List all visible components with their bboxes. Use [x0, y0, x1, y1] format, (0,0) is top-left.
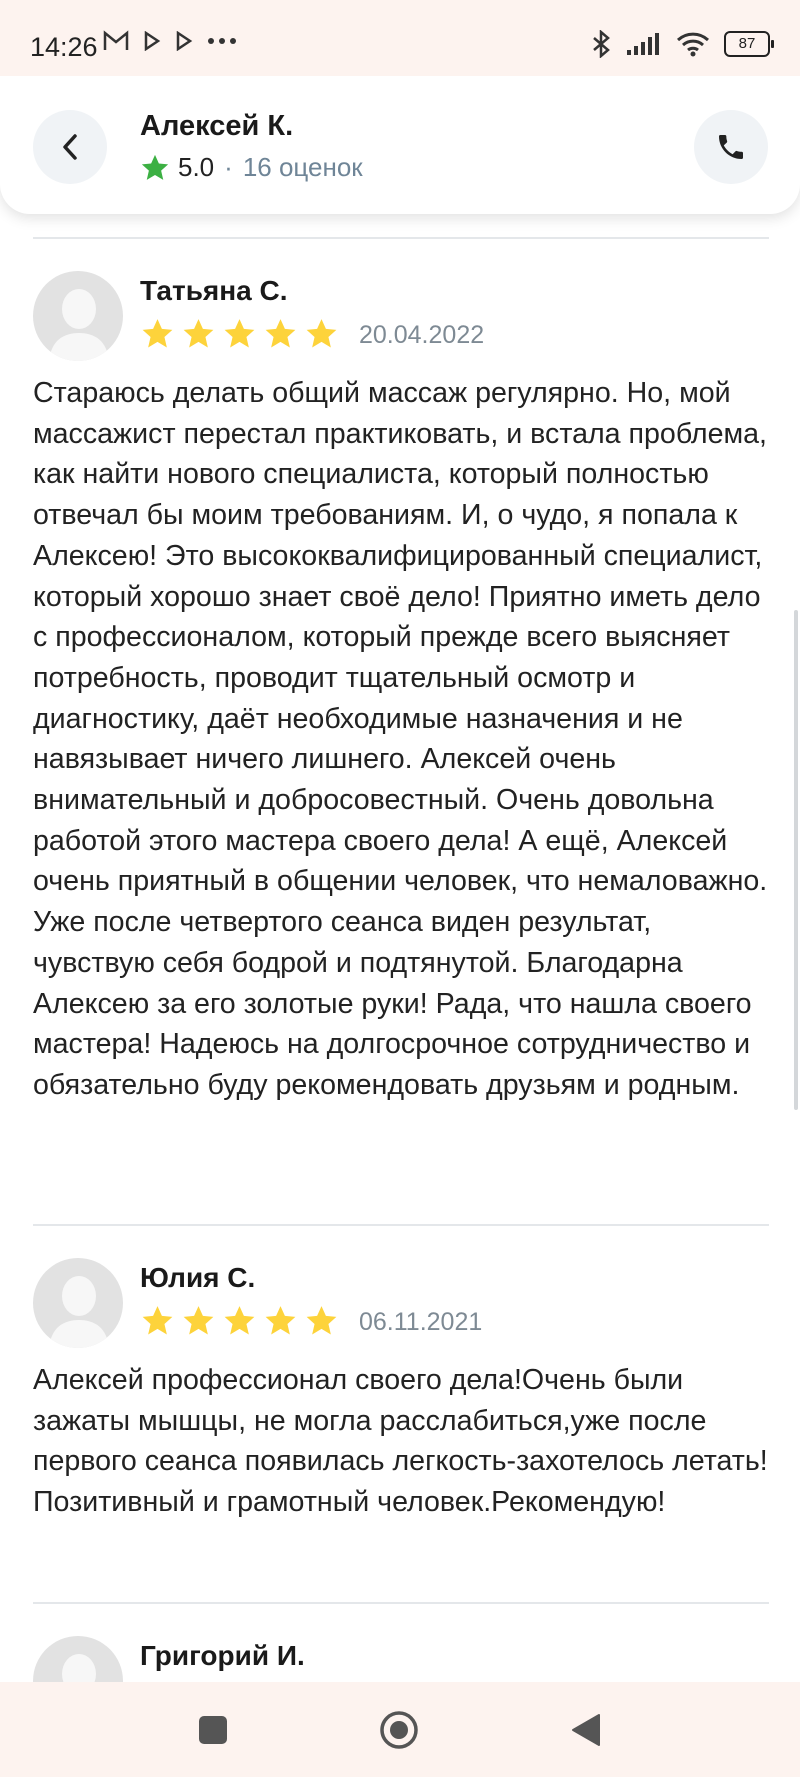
star-icon — [222, 1304, 257, 1338]
reviewer-name: Григорий И. — [140, 1640, 305, 1671]
ratings-count: 16 оценок — [242, 152, 363, 182]
star-icon — [181, 1304, 216, 1338]
star-rating — [140, 1304, 339, 1338]
wifi-icon — [676, 31, 710, 57]
star-icon — [222, 317, 257, 351]
rating-summary — [140, 152, 363, 183]
review-date: 06.11.2021 — [359, 1308, 483, 1336]
user-placeholder-icon — [33, 1258, 123, 1348]
divider — [33, 1602, 769, 1604]
avatar — [33, 1258, 123, 1348]
recents-button[interactable] — [193, 1710, 233, 1750]
call-button[interactable] — [694, 110, 768, 184]
circle-icon — [379, 1710, 419, 1750]
avatar — [33, 1636, 123, 1682]
reviews-screen — [0, 76, 800, 1682]
review-item — [33, 1258, 773, 1558]
divider — [33, 237, 769, 239]
star-icon — [263, 317, 298, 351]
user-placeholder-icon — [33, 1636, 123, 1682]
star-icon — [181, 317, 216, 351]
back-button[interactable] — [33, 110, 107, 184]
status-bar — [0, 0, 800, 80]
home-button[interactable] — [379, 1710, 419, 1750]
star-icon — [140, 1304, 175, 1338]
scrollbar[interactable] — [794, 610, 798, 1110]
rating-separator: · — [224, 152, 233, 182]
battery-icon: 87 — [724, 31, 770, 57]
star-rating — [140, 317, 339, 351]
star-icon — [140, 153, 170, 183]
star-icon — [140, 317, 175, 351]
square-icon — [198, 1715, 228, 1745]
divider — [33, 1224, 769, 1226]
bluetooth-icon — [590, 30, 612, 58]
specialist-name: Алексей К. — [140, 110, 294, 142]
review-text: Алексей профессионал своего дела!Очень были зажаты мышцы, не могла расслабиться,уже после первого сеанса появилась легкость-захотелось летать!Позитивный и грамотный человек.Рекомендую! — [33, 1364, 768, 1519]
review-date: 20.04.2022 — [359, 321, 485, 349]
star-icon — [263, 1304, 298, 1338]
chevron-left-icon — [59, 132, 81, 162]
navigation-bar — [0, 1682, 800, 1777]
review-text: Стараюсь делать общий массаж регулярно. Но, мой массажист перестал практиковать, и встала проблема, как найти нового специалиста, который полностью отвечал бы моим требованиям. И, о чудо, я попала к Алексею! Это высококвалифицированный специалист, который хорошо знает своё дело! Приятно иметь дело с профессионалом, который прежде всего выясняет потребность, проводит тщательный осмотр и диагностику, даёт необходимые назначения и не навязывает ничего лишнего. Алексей очень внимательный и добросовестный. Очень довольна работой этого мастера своего дела! А ещё, Алексей очень приятный в общении человек, что немаловажно. Уже после четвертого сеанса виден результат, чувствую себя бодрой и подтянутой. Благодарна Алексею за его золотые руки! Рада, что нашла своего мастера! Надеюсь на долгосрочное сотрудничество и обязательно буду рекомендовать друзьям и родным. — [33, 377, 768, 1101]
review-item — [33, 1636, 773, 1682]
play-icon — [175, 31, 193, 51]
star-icon — [304, 1304, 339, 1338]
status-time: 14:26 — [30, 32, 98, 62]
nav-back-button[interactable] — [566, 1710, 606, 1750]
play-icon — [143, 31, 161, 51]
phone-icon — [715, 131, 747, 163]
review-item — [33, 271, 773, 1111]
reviewer-name: Юлия С. — [140, 1262, 256, 1293]
gmail-icon — [103, 30, 129, 52]
triangle-icon — [571, 1713, 601, 1747]
avatar — [33, 271, 123, 361]
signal-icon — [626, 32, 662, 56]
header — [0, 76, 800, 214]
reviewer-name: Татьяна С. — [140, 275, 288, 306]
user-placeholder-icon — [33, 271, 123, 361]
rating-value: 5.0 — [178, 152, 215, 182]
more-icon — [207, 37, 237, 45]
star-icon — [304, 317, 339, 351]
